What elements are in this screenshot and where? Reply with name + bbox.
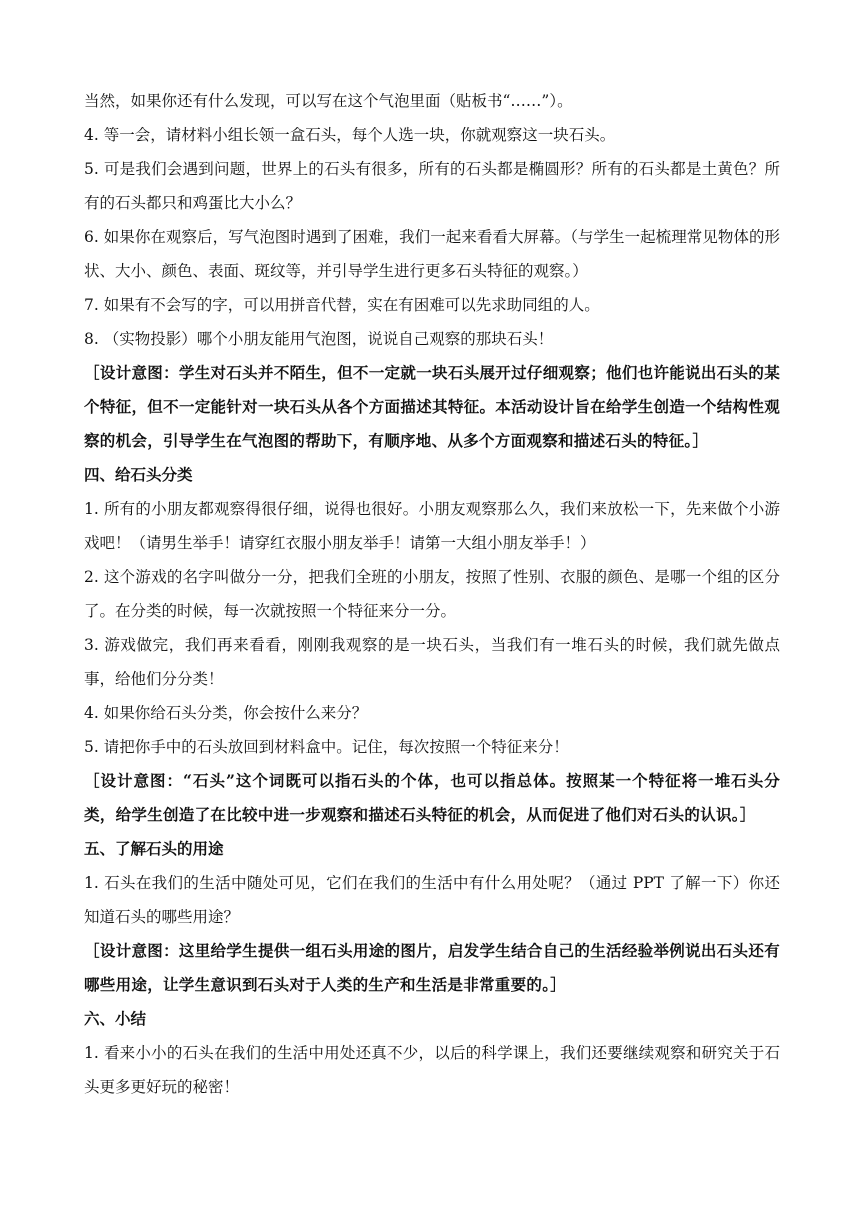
paragraph-step-5: 5. 可是我们会遇到问题，世界上的石头有很多，所有的石头都是椭圆形？所有的石头都是土黄色？所有的石头都只和鸡蛋比大小么？: [84, 160, 780, 212]
section6-step-1: 1. 看来小小的石头在我们的生活中用处还真不少，以后的科学课上，我们还要继续观察和研究关于石头更多更好玩的秘密！: [84, 1044, 780, 1096]
section-heading-6: 六、小结: [84, 1009, 147, 1028]
section5-step-1: 1. 石头在我们的生活中随处可见，它们在我们的生活中有什么用处呢？（通过 PPT 了解一下）你还知道石头的哪些用途？: [84, 874, 780, 926]
section4-step-5: 5. 请把你手中的石头放回到材料盒中。记住，每次按照一个特征来分！: [84, 738, 569, 756]
design-intent-2: ［设计意图：“石头”这个词既可以指石头的个体，也可以指总体。按照某一个特征将一堆石头分类，给学生创造了在比较中进一步观察和描述石头特征的机会，从而促进了他们对石头的认识。］: [84, 771, 780, 824]
section4-step-2: 2. 这个游戏的名字叫做分一分，把我们全班的小朋友，按照了性别、衣服的颜色、是哪一个组的区分了。在分类的时候，每一次就按照一个特征来分一分。: [84, 568, 780, 620]
section-heading-5: 五、了解石头的用途: [84, 839, 224, 858]
paragraph-step-8: 8. （实物投影）哪个小朋友能用气泡图，说说自己观察的那块石头！: [84, 330, 554, 348]
paragraph-step-7: 7. 如果有不会写的字，可以用拼音代替，实在有困难可以先求助同组的人。: [84, 296, 600, 314]
design-intent-1: ［设计意图：学生对石头并不陌生，但不一定就一块石头展开过仔细观察；他们也许能说出石头的某个特征，但不一定能针对一块石头从各个方面描述其特征。本活动设计旨在给学生创造一个结构性观察的机会，引导学生在气泡图的帮助下，有顺序地、从多个方面观察和描述石头的特征。］: [84, 363, 780, 450]
paragraph-continuation: 当然，如果你还有什么发现，可以写在这个气泡里面（贴板书“……”）。: [84, 92, 573, 110]
section4-step-1: 1. 所有的小朋友都观察得很仔细，说得也很好。小朋友观察那么久，我们来放松一下，先来做个小游戏吧！（请男生举手！请穿红衣服小朋友举手！请第一大组小朋友举手！）: [84, 500, 780, 552]
paragraph-step-4: 4. 等一会，请材料小组长领一盒石头，每个人选一块，你就观察这一块石头。: [84, 126, 616, 144]
section-heading-4: 四、给石头分类: [84, 465, 193, 484]
paragraph-step-6: 6. 如果你在观察后，写气泡图时遇到了困难，我们一起来看看大屏幕。（与学生一起梳理常见物体的形状、大小、颜色、表面、斑纹等，并引导学生进行更多石头特征的观察。）: [84, 228, 780, 280]
design-intent-3: ［设计意图：这里给学生提供一组石头用途的图片，启发学生结合自己的生活经验举例说出石头还有哪些用途，让学生意识到石头对于人类的生产和生活是非常重要的。］: [84, 941, 780, 994]
section4-step-3: 3. 游戏做完，我们再来看看，刚刚我观察的是一块石头，当我们有一堆石头的时候，我们就先做点事，给他们分分类！: [84, 636, 780, 688]
section4-step-4: 4. 如果你给石头分类，你会按什么来分？: [84, 704, 368, 722]
